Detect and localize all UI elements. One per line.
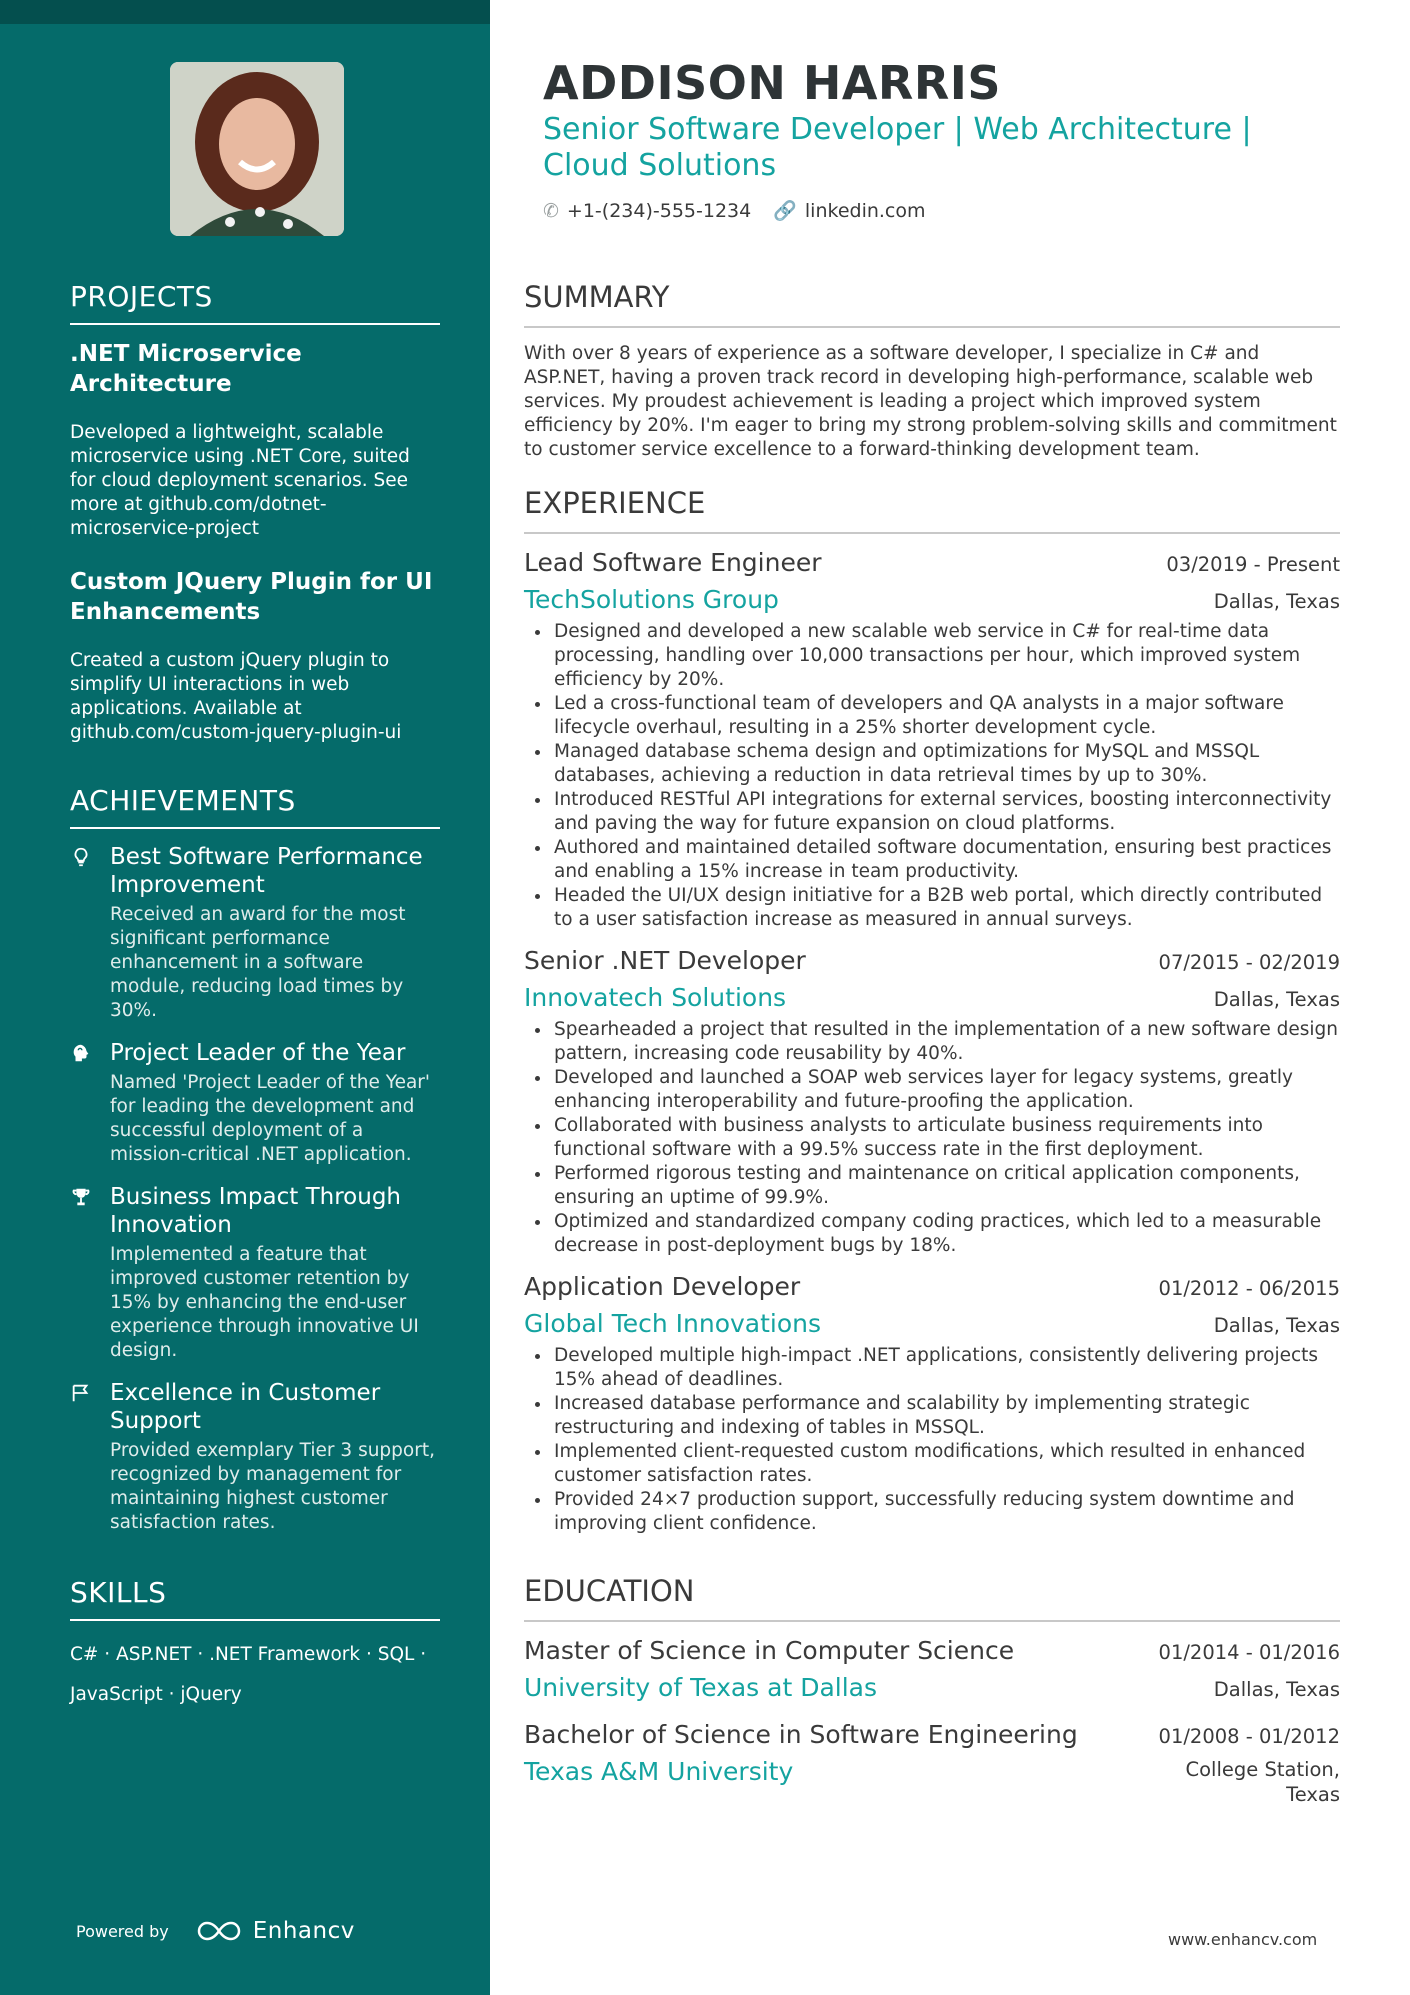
achievement-item [70, 1039, 440, 1167]
experience-section [524, 486, 1340, 1536]
education-section [524, 1574, 1340, 1807]
project-title: .NET Microservice Architecture [70, 341, 302, 397]
job-bullet: • Performed rigorous testing and maintenance on critical application components, ensuring an uptime of 99.9%. [552, 1162, 1340, 1210]
powered-by-label: Powered by [76, 1921, 169, 1941]
job-dates: 03/2019 - Present [1166, 553, 1340, 576]
achievement-description: Received an award for the most significant performance enhancement in a software module, reducing load times by 30%. [110, 904, 406, 1021]
contact-row [543, 199, 926, 222]
job-bullet: • Led a cross-functional team of developers and QA analysts in a major software lifecycle overhaul, resulting in a 25% shorter development cycle. [552, 692, 1340, 740]
job-bullet: • Developed multiple high-impact .NET applications, consistently delivering projects 15% ahead of deadlines. [552, 1344, 1340, 1392]
phone-contact[interactable] [543, 200, 751, 222]
linkedin-text: linkedin.com [804, 200, 926, 222]
education-dates: 01/2008 - 01/2012 [1158, 1725, 1340, 1748]
job-bullet: • Introduced RESTful API integrations for external services, boosting interconnectivity and paving the way for future expansion on cloud platforms. [552, 788, 1340, 836]
linkedin-contact[interactable] [773, 199, 925, 222]
education-location: Dallas, Texas [1213, 1678, 1340, 1701]
experience-heading: EXPERIENCE [524, 486, 1340, 534]
job-bullet: • Spearheaded a project that resulted in the implementation of a new software design pattern, increasing code reusability by 40%. [552, 1018, 1340, 1066]
achievement-item [70, 1183, 440, 1363]
achievement-title: Best Software Performance Improvement [110, 844, 423, 898]
job-bullets [524, 1018, 1340, 1258]
achievement-title: Excellence in Customer Support [110, 1380, 381, 1434]
summary-heading: SUMMARY [524, 280, 1340, 328]
trophy-icon [70, 1186, 92, 1208]
job-title: Senior .NET Developer [524, 946, 806, 975]
job-bullet: • Designed and developed a new scalable web service in C# for real-time data processing, handling over 10,000 transactions per hour, which improved system efficiency by 20%. [552, 620, 1340, 692]
education-dates: 01/2014 - 01/2016 [1158, 1641, 1340, 1664]
brain-icon [70, 1042, 92, 1064]
school-name: Texas A&M University [524, 1757, 794, 1786]
job-bullet: • Headed the UI/UX design initiative for a B2B web portal, which directly contributed to a user satisfaction increase as measured in annual surveys. [552, 884, 1340, 932]
education-entry [524, 1636, 1340, 1702]
project-description: Developed a lightweight, scalable microservice using .NET Core, suited for cloud deployment scenarios. See more at github.com/dotnet-microservice-project [70, 422, 410, 539]
achievement-description: Implemented a feature that improved customer retention by 15% by enhancing the end-user experience through innovative UI design. [110, 1244, 419, 1361]
job-entry [524, 946, 1340, 1258]
job-bullet: • Provided 24×7 production support, successfully reducing system downtime and improving client confidence. [552, 1488, 1340, 1536]
lightbulb-icon [70, 846, 92, 868]
achievement-title: Project Leader of the Year [110, 1040, 406, 1066]
achievement-item [70, 1379, 440, 1535]
skills-line: C# · ASP.NET · .NET Framework · SQL · [70, 1644, 427, 1665]
phone-text: +1-(234)-555-1234 [566, 199, 752, 222]
sidebar-top-band [0, 0, 490, 24]
job-entry [524, 548, 1340, 932]
powered-by [76, 1918, 355, 1944]
job-entry [524, 1272, 1340, 1536]
achievements-heading: ACHIEVEMENTS [70, 784, 440, 829]
profile-photo [170, 62, 344, 236]
achievement-item [70, 843, 440, 1023]
skills-heading: SKILLS [70, 1576, 440, 1621]
job-bullet: • Increased database performance and scalability by implementing strategic restructuring and indexing of tables in MSSQL. [552, 1392, 1340, 1440]
job-dates: 07/2015 - 02/2019 [1158, 951, 1340, 974]
projects-section [70, 280, 440, 771]
achievement-title: Business Impact Through Innovation [110, 1184, 401, 1238]
skills-line: JavaScript · jQuery [70, 1684, 242, 1705]
summary-text: With over 8 years of experience as a software developer, I specialize in C# and ASP.NET, having a proven track record in developing high-performance, scalable web services. My proudest achievement is leading a project which improved system efficiency by 20%. I'm eager to bring my strong problem-solving skills and commitment to customer service excellence to a forward-thinking development team. [524, 343, 1337, 460]
school-name: University of Texas at Dallas [524, 1673, 878, 1702]
footer-url[interactable]: www.enhancv.com [1168, 1930, 1318, 1949]
job-title: Application Developer [524, 1272, 801, 1301]
degree-title: Master of Science in Computer Science [524, 1636, 1015, 1665]
job-bullet: • Implemented client-requested custom modifications, which resulted in enhanced customer satisfaction rates. [552, 1440, 1340, 1488]
job-bullets [524, 1344, 1340, 1536]
flag-icon [70, 1382, 92, 1404]
company-name: Global Tech Innovations [524, 1309, 822, 1338]
candidate-name: ADDISON HARRIS [543, 56, 1002, 110]
job-dates: 01/2012 - 06/2015 [1158, 1277, 1340, 1300]
link-icon: 🔗 [773, 200, 797, 222]
job-bullet: • Optimized and standardized company coding practices, which led to a measurable decrease in post-deployment bugs by 18%. [552, 1210, 1340, 1258]
achievement-description: Provided exemplary Tier 3 support, recognized by management for maintaining highest customer satisfaction rates. [110, 1440, 435, 1533]
job-bullet: • Collaborated with business analysts to articulate business requirements into functional software with a 99.5% success rate in the first deployment. [552, 1114, 1340, 1162]
job-title: Lead Software Engineer [524, 548, 822, 577]
education-location: College Station, Texas [1185, 1758, 1340, 1806]
projects-heading: PROJECTS [70, 280, 440, 325]
candidate-tagline: Senior Software Developer | Web Architecture | Cloud Solutions [543, 112, 1252, 183]
job-location: Dallas, Texas [1213, 590, 1340, 613]
job-location: Dallas, Texas [1213, 988, 1340, 1011]
job-bullet: • Developed and launched a SOAP web services layer for legacy systems, greatly enhancing interoperability and future-proofing the application. [552, 1066, 1340, 1114]
degree-title: Bachelor of Science in Software Engineering [524, 1720, 1078, 1749]
phone-icon: ✆ [543, 199, 559, 222]
sidebar [0, 0, 490, 1995]
enhancv-logo-icon [195, 1918, 243, 1944]
enhancv-brand: Enhancv [252, 1918, 355, 1944]
achievements-section [70, 784, 440, 1551]
project-title: Custom JQuery Plugin for UI Enhancements [70, 569, 433, 625]
job-bullet: • Authored and maintained detailed software documentation, ensuring best practices and enabling a 15% increase in team productivity. [552, 836, 1340, 884]
company-name: TechSolutions Group [524, 585, 779, 614]
project-description: Created a custom jQuery plugin to simplify UI interactions in web applications. Available at github.com/custom-jquery-plugin-ui [70, 650, 402, 743]
education-heading: EDUCATION [524, 1574, 1340, 1622]
job-location: Dallas, Texas [1213, 1314, 1340, 1337]
company-name: Innovatech Solutions [524, 983, 787, 1012]
job-bullet: • Managed database schema design and optimizations for MySQL and MSSQL databases, achieving a reduction in data retrieval times by up to 30%. [552, 740, 1340, 788]
skills-section [70, 1576, 440, 1715]
education-entry [524, 1720, 1340, 1807]
achievement-description: Named 'Project Leader of the Year' for leading the development and successful deployment of a mission-critical .NET application. [110, 1072, 430, 1165]
job-bullets [524, 620, 1340, 932]
summary-section [524, 280, 1340, 462]
